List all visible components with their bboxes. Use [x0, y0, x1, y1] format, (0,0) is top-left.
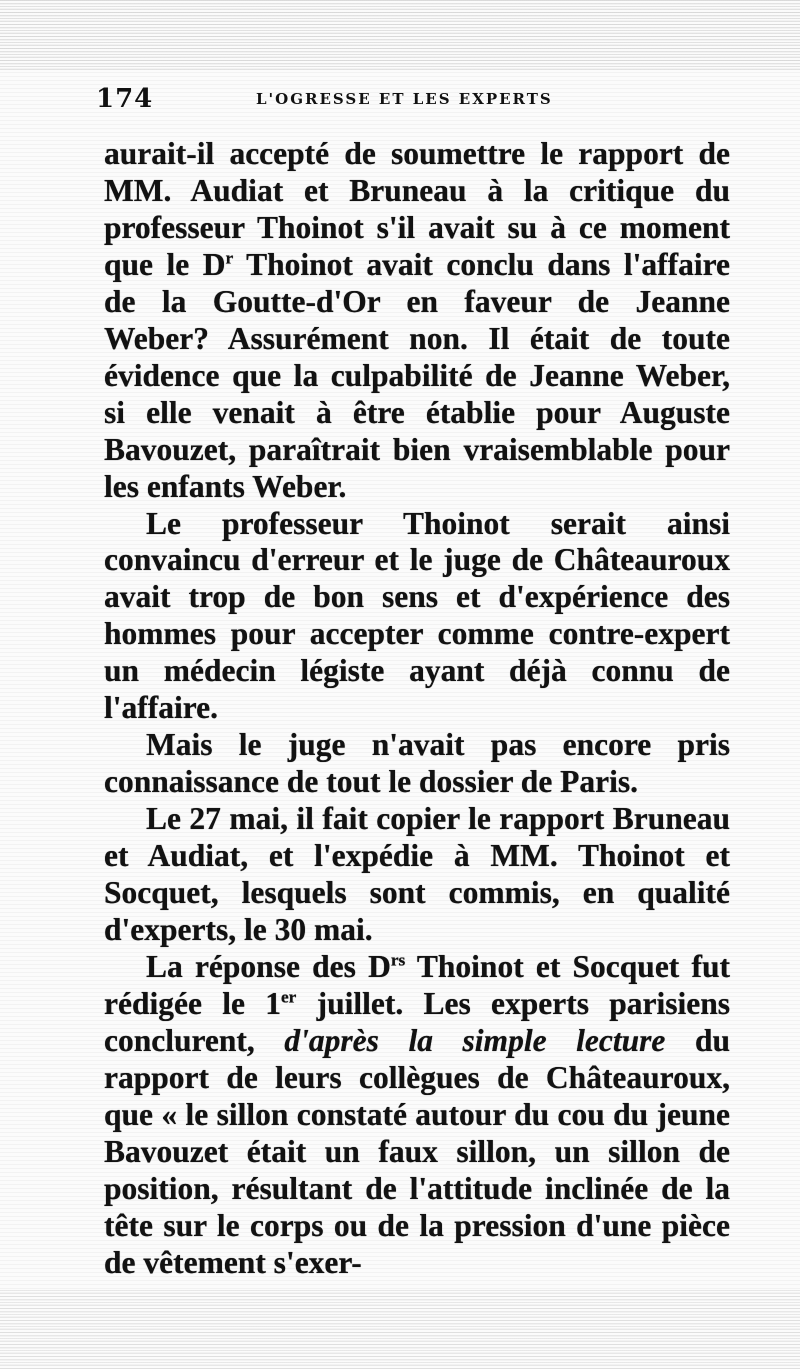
- body-text: [104, 136, 730, 1282]
- paragraph-5: [104, 949, 730, 1282]
- paragraph-1-text-cont: Thoinot avait conclu dans l'affaire de la Goutte-d'Or en faveur de Jeanne Weber? Assurément non. Il était de toute évidence que la culpabilité de Jeanne Weber, si elle venait à être établie pour Auguste Bavouzet, paraîtrait bien vraisemblable pour les enfants Weber.: [104, 246, 731, 504]
- paragraph-3: Mais le juge n'avait pas encore pris connaissance de tout le dossier de Paris.: [104, 727, 730, 800]
- paragraph-5-text-d: du rapport de leurs collègues de Châteauroux, que « le sillon constaté autour du cou du jeune Bavouzet était un faux sillon, un sillon de position, résultant de l'attitude inclinée de la tête sur le corps ou de la pression d'une pièce de vêtement s'exer-: [104, 1022, 730, 1280]
- italic-phrase: d'après la simple lecture: [284, 1022, 666, 1058]
- scan-noise-top: [0, 0, 800, 70]
- superscript-r: r: [225, 248, 234, 268]
- paragraph-5-text-c: juillet. Les experts parisiens conclurent,: [104, 985, 730, 1058]
- paragraph-2: Le professeur Thoinot serait ainsi convaincu d'erreur et le juge de Châteauroux avait trop de bon sens et d'expérience des hommes pour accepter comme contre-expert un médecin légiste ayant déjà connu de l'affaire.: [104, 505, 730, 726]
- running-head: [96, 84, 736, 114]
- scan-noise-bottom: [0, 1290, 800, 1369]
- paragraph-1-text: aurait-il accepté de soumettre le rapport de MM. Audiat et Bruneau à la critique du professeur Thoinot s'il avait su à ce moment que le D: [104, 136, 730, 282]
- paragraph-4: Le 27 mai, il fait copier le rapport Bruneau et Audiat, et l'expédie à MM. Thoinot et Socquet, lesquels sont commis, en qualité d'experts, le 30 mai.: [104, 801, 730, 948]
- superscript-rs: rs: [390, 950, 406, 970]
- superscript-er: er: [280, 987, 297, 1007]
- running-title: L'OGRESSE ET LES EXPERTS: [256, 90, 553, 108]
- paragraph-1: [104, 136, 730, 506]
- page-number: 174: [96, 84, 154, 114]
- paragraph-5-text-b: Thoinot et Socquet fut rédigée le 1: [104, 948, 730, 1021]
- paragraph-5-text-a: La réponse des D: [146, 948, 391, 984]
